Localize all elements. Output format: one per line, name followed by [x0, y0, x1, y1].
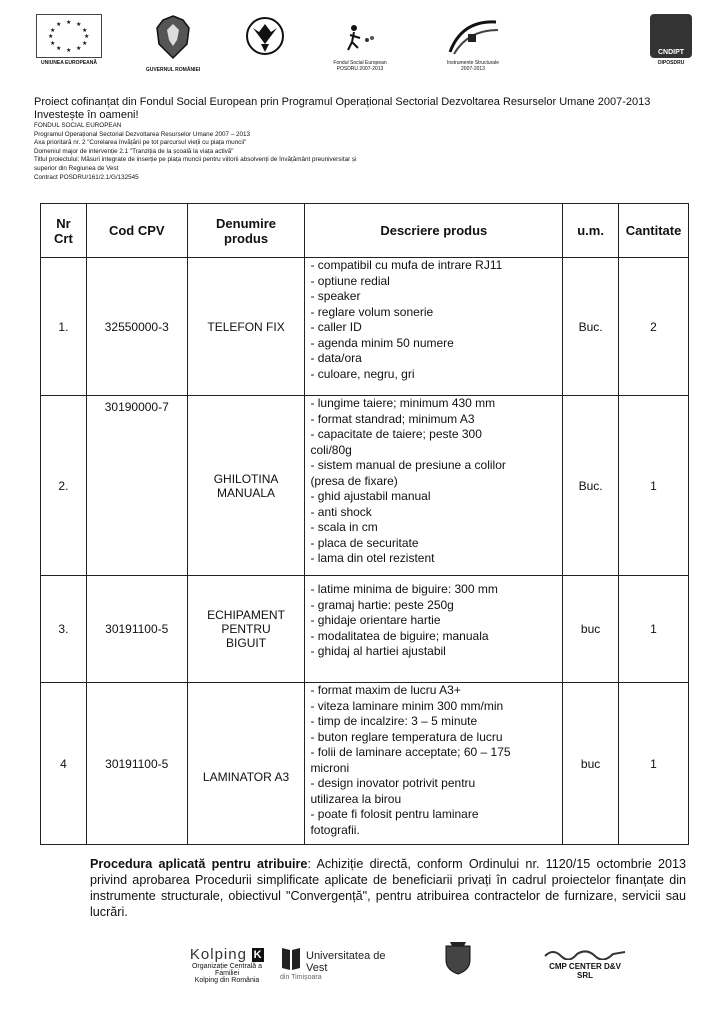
title-line-1: Proiect cofinanțat din Fondul Social European prin Programul Operațional Sectorial Dezvoltarea Resurselor Umane 2007-2013: [34, 96, 651, 108]
fse-logo: [312, 14, 408, 72]
header-denumire: Denumire produs: [187, 204, 305, 258]
procedure-text: : Achiziție directă, conform Ordinului nr. 1120/15 octombrie 2013 privind aprobarea Procedurii simplificate aplicate de beneficiarii privați în cadrul proiectelor finanțate din instrumente structurale, obiectivul "Convergență", pentru atribuirea contractelor de furnizare, servicii sau lucrări.: [90, 857, 687, 919]
crest-icon: [442, 940, 474, 976]
cell-descriere: - latime minima de biguire: 300 mm - gramaj hartie: peste 250g - ghidaje orientare hartie - modalitatea de biguire; manuala - ghidaj al hartiei ajustabil: [305, 576, 563, 683]
cell-denumire: LAMINATOR A3: [187, 683, 305, 845]
is-logo: [428, 14, 518, 72]
coat-of-arms-icon: [153, 14, 193, 60]
header-cantitate: Cantitate: [619, 204, 689, 258]
uvt-name: Universitatea de Vest: [306, 950, 386, 974]
kolping-name: Kolping K: [189, 946, 263, 963]
cmp-logo: [540, 946, 630, 980]
product-table: [40, 203, 689, 845]
cell-denumire: GHILOTINA MANUALA: [187, 396, 305, 576]
kolping-sub-1: Organizație Centrală a Familiei: [191, 963, 263, 977]
gov-caption: GUVERNUL ROMÂNIEI: [145, 67, 201, 73]
cell-cod: 30191100-5: [86, 576, 187, 683]
kolping-sub-2: Kolping din România: [194, 977, 260, 984]
title-line-2: Investește în oameni!: [34, 109, 139, 121]
cell-cantitate: 2: [619, 258, 689, 396]
cell-cod: 32550000-3: [86, 258, 187, 396]
cell-descriere: - compatibil cu mufa de intrare RJ11 - optiune redial - speaker - reglare volum sonerie - caller ID - agenda minim 50 numere - data/ora - culoare, negru, gri: [305, 258, 563, 396]
cell-nr: 4: [41, 683, 87, 845]
detail-line: Titlul proiectului: Măsuri integrate de inserție pe piața muncii pentru viitorii absolvenți de învățământ preuniversitar și: [34, 156, 357, 164]
cell-descriere: - format maxim de lucru A3+ - viteza laminare minim 300 mm/min - timp de incalzire: 3 – 5 minute - buton reglare temperatura de lucru - folii de laminare acceptate; 60 – 175 microni - design inovator potrivit pentru utilizarea la birou - poate fi folosit pentru laminare fotografii.: [305, 683, 563, 845]
fse-caption-2: POSDRU 2007-2013: [336, 66, 384, 72]
detail-line: Contract POSDRU/161/2.1/G/132545: [34, 173, 139, 181]
cell-um: Buc.: [563, 258, 619, 396]
fse-figure-icon: [340, 18, 380, 58]
project-title: [34, 96, 694, 122]
cell-cod: 30191100-5: [86, 683, 187, 845]
header-nr: Nr Crt: [41, 204, 87, 258]
kolping-logo: [180, 946, 274, 984]
oi-left-logo: [240, 14, 290, 65]
detail-line: Domeniul major de intervenție 2.1 "Tranziția de la școală la viața activă": [34, 147, 234, 155]
eagle-emblem-icon: [245, 14, 285, 60]
is-caption-1: Instrumente Structurale: [447, 60, 499, 66]
cell-um: buc: [563, 683, 619, 845]
cell-cod: 30190000-7: [86, 396, 187, 576]
table-row: [41, 396, 689, 576]
cmp-signature-icon: [543, 946, 627, 960]
uvt-city: din Timișoara: [280, 974, 322, 981]
fse-caption-1: Fondul Social European: [333, 60, 387, 66]
table-header-row: [41, 204, 689, 258]
cell-descriere: - lungime taiere; minimum 430 mm - format standrad; minimum A3 - capacitate de taiere; peste 300 coli/80g - sistem manual de presiune a colilor (presa de fixare) - ghid ajustabil manual - anti shock - scala in cm - placa de securitate - lama din otel rezistent: [305, 396, 563, 576]
structural-instruments-icon: [444, 16, 502, 58]
county-crest-logo: [440, 940, 476, 978]
table-row: [41, 683, 689, 845]
cndipt-badge: CNDIPT: [650, 14, 692, 58]
cell-um: Buc.: [563, 396, 619, 576]
detail-line: superior din Regiunea de Vest: [34, 164, 119, 172]
cell-cantitate: 1: [619, 683, 689, 845]
cell-nr: 3.: [41, 576, 87, 683]
project-details: [34, 122, 454, 182]
gov-logo: [132, 14, 214, 73]
header-um: u.m.: [563, 204, 619, 258]
detail-line: Programul Operațional Sectorial Dezvoltarea Resurselor Umane 2007 – 2013: [34, 130, 250, 138]
cmp-name: CMP CENTER D&V SRL: [549, 962, 621, 980]
header-cod: Cod CPV: [86, 204, 187, 258]
uvt-logo: [280, 946, 404, 981]
procedure-label: Procedura aplicată pentru atribuire: [90, 857, 308, 871]
procedure-paragraph: [90, 856, 686, 920]
table-row: [41, 576, 689, 683]
cell-cantitate: 1: [619, 576, 689, 683]
oi-caption: OIPOSDRU: [657, 60, 685, 66]
detail-line: Axa prioritară nr. 2 "Corelarea învățării pe tot parcursul vieții cu piața muncii": [34, 139, 247, 147]
cell-denumire: TELEFON FIX: [187, 258, 305, 396]
detail-line: FONDUL SOCIAL EUROPEAN: [34, 122, 122, 129]
cell-nr: 2.: [41, 396, 87, 576]
cell-nr: 1.: [41, 258, 87, 396]
oiposdru-logo: [646, 14, 696, 66]
header-descriere: Descriere produs: [305, 204, 563, 258]
cell-um: buc: [563, 576, 619, 683]
kolping-k-icon: K: [253, 949, 263, 962]
table-row: [41, 258, 689, 396]
cell-cantitate: 1: [619, 396, 689, 576]
is-caption-2: 2007-2013: [461, 66, 485, 72]
eu-flag-icon: ★ ★ ★ ★ ★ ★ ★ ★ ★ ★ ★ ★: [36, 14, 102, 58]
cell-denumire: ECHIPAMENT PENTRU BIGUIT: [187, 576, 305, 683]
eu-caption: UNIUNEA EUROPEANĂ: [41, 60, 97, 66]
uvt-emblem-icon: [280, 946, 302, 972]
eu-logo: [34, 14, 104, 66]
